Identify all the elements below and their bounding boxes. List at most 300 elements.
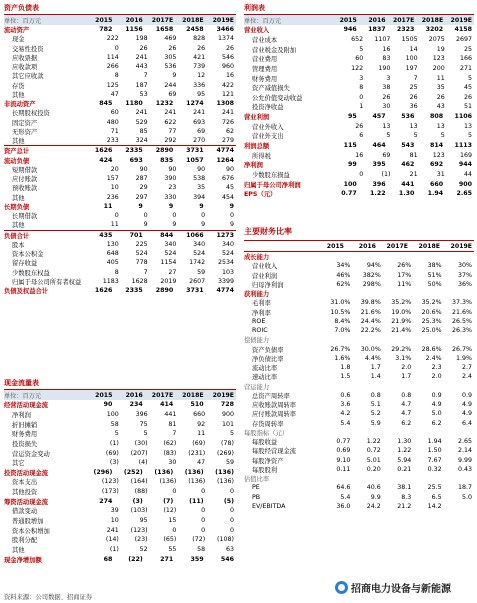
table-cell: 69 — [168, 90, 177, 98]
table-row — [4, 81, 236, 90]
table-cell: (69) — [105, 449, 119, 457]
table-cell: (62) — [163, 439, 177, 447]
row-label: PB — [252, 493, 261, 501]
table-cell: 35.2% — [421, 299, 442, 307]
table-cell: 2335 — [125, 287, 143, 295]
table-cell: 0 — [172, 488, 177, 496]
row-label: 股利分配 — [12, 537, 38, 545]
table-row — [244, 64, 474, 74]
table-cell: 200 — [432, 64, 445, 72]
table-cell: 9 — [172, 221, 177, 229]
row-label: 交易性投资 — [12, 45, 44, 53]
row-label: 成长能力 — [244, 254, 270, 262]
table-cell: 443 — [135, 63, 148, 71]
table-cell: 5 — [440, 132, 445, 140]
year-header: 2019E — [212, 391, 235, 399]
row-label: 公允价值变动收益 — [252, 94, 303, 102]
table-cell: 9.10 — [336, 456, 351, 464]
table-row — [4, 240, 236, 249]
table-cell: 1106 — [454, 113, 472, 121]
row-label: 总资产周转率 — [252, 392, 290, 400]
table-row — [4, 439, 236, 449]
table-cell: 25.0% — [421, 327, 442, 335]
row-label: 存货周转率 — [252, 420, 284, 428]
financial-ratios-panel — [244, 224, 474, 511]
table-row — [244, 179, 474, 189]
row-label: 每股净资产 — [252, 457, 284, 465]
table-cell: 2.7 — [462, 364, 473, 372]
table-cell: 241 — [164, 109, 177, 117]
row-label: 存货 — [12, 82, 25, 90]
table-cell: 441 — [401, 180, 415, 188]
table-cell: (3) — [132, 497, 143, 505]
cash-flow-panel — [4, 377, 236, 564]
row-label: 净负债比率 — [252, 355, 284, 363]
table-cell: 701 — [129, 231, 143, 239]
table-cell: 4.7 — [401, 401, 412, 409]
table-row — [4, 554, 236, 564]
table-cell: 0 — [229, 488, 234, 496]
table-cell: (252) — [123, 468, 143, 476]
table-cell: 1180 — [125, 100, 143, 108]
table-cell: 241 — [135, 53, 148, 61]
row-label: 长期负债 — [4, 203, 30, 211]
table-cell: 726 — [221, 118, 234, 126]
table-cell: 845 — [99, 100, 113, 108]
table-cell: 58 — [110, 420, 119, 428]
table-row — [244, 317, 474, 326]
row-label: 应收款项 — [12, 64, 38, 72]
row-label: 短期借款 — [12, 166, 38, 174]
table-row — [244, 252, 474, 261]
table-cell: 2.0 — [401, 364, 412, 372]
table-cell: 2697 — [455, 35, 473, 43]
table-row — [244, 73, 474, 83]
table-cell: 10 — [110, 517, 119, 524]
row-label: 长期借款 — [12, 213, 38, 221]
table-cell: 5 — [386, 132, 391, 140]
table-cell: 244 — [164, 81, 177, 89]
table-cell: 0 — [229, 517, 234, 524]
row-label: 固定资产 — [12, 119, 38, 127]
table-cell: 19.0% — [391, 308, 412, 316]
table-cell: 536 — [401, 113, 415, 121]
table-cell: 5.9 — [370, 419, 381, 427]
table-row — [4, 62, 236, 71]
table-cell: 0.72 — [366, 447, 381, 455]
table-cell: 90 — [168, 165, 177, 173]
table-row — [244, 83, 474, 93]
table-cell: 222 — [106, 35, 119, 43]
table-cell: 2458 — [186, 26, 204, 34]
table-cell: 4.9 — [431, 401, 442, 409]
table-cell: 25.3% — [421, 317, 442, 325]
table-cell: 38.1 — [397, 484, 412, 492]
year-header: 2017E — [392, 16, 415, 24]
table-cell: 0 — [201, 507, 206, 515]
table-row — [244, 280, 474, 289]
table-cell: 0.43 — [458, 465, 473, 473]
table-cell: 95 — [197, 90, 206, 98]
table-cell: 2.0 — [431, 373, 442, 381]
table-cell: 13 — [409, 122, 418, 130]
table-cell: 900 — [221, 410, 234, 418]
row-label: 负债合计 — [4, 232, 30, 240]
table-cell: (136) — [215, 468, 235, 476]
table-cell: 27 — [168, 268, 177, 276]
table-row — [4, 193, 236, 202]
table-cell: 0 — [201, 517, 206, 524]
row-label: 营业外支出 — [252, 133, 284, 141]
table-cell: 660 — [193, 410, 206, 418]
table-cell: 130 — [106, 240, 119, 248]
table-row — [4, 477, 236, 487]
table-cell: 1156 — [125, 26, 143, 34]
table-cell: 34% — [336, 262, 351, 270]
table-row — [244, 131, 474, 141]
table-cell: (136) — [159, 478, 177, 486]
cash-flow-title: 现金流量表 — [4, 379, 39, 387]
table-cell: 31.0% — [330, 299, 351, 307]
table-cell: 44 — [464, 170, 473, 178]
year-header: 2019E — [450, 16, 472, 24]
balance-sheet-rows — [4, 25, 236, 295]
table-cell: 944 — [458, 161, 472, 169]
table-row — [244, 428, 474, 437]
table-cell: 6.5 — [431, 493, 442, 501]
row-label: 资产总计 — [4, 148, 30, 156]
table-cell: 394 — [193, 193, 206, 201]
table-cell: 241 — [106, 526, 119, 534]
table-cell: 9 — [143, 221, 148, 229]
table-cell: 5.01 — [366, 456, 381, 464]
table-cell: 166 — [459, 55, 473, 63]
table-cell: 5.0 — [431, 410, 442, 418]
table-cell: 29 — [139, 184, 148, 192]
table-row — [4, 165, 236, 174]
row-label: EPS（元） — [244, 191, 277, 199]
row-label: 负债及权益合计 — [4, 288, 49, 296]
table-cell: (12) — [163, 507, 177, 515]
table-cell: 2.65 — [458, 438, 473, 446]
table-cell: 83 — [382, 55, 391, 63]
table-cell: 462 — [401, 161, 415, 169]
table-cell: 69 — [197, 127, 206, 135]
table-cell: 2323 — [396, 26, 415, 34]
row-label: 应付账款周转率 — [252, 411, 297, 419]
table-cell: 4774 — [216, 287, 235, 295]
year-header: 2015 — [326, 242, 344, 250]
table-cell: 828 — [193, 35, 206, 43]
table-cell: 324 — [135, 137, 148, 145]
table-cell: 190 — [378, 64, 391, 72]
table-cell: 524 — [164, 250, 177, 258]
table-cell: (1) — [381, 170, 391, 178]
row-label: 资本支出 — [12, 479, 38, 487]
table-cell: 396 — [372, 180, 386, 188]
table-cell: 121 — [221, 90, 234, 98]
table-cell: 187 — [135, 81, 148, 89]
table-cell: 1626 — [94, 147, 113, 155]
table-cell: 1626 — [94, 287, 113, 295]
row-label: 财务费用 — [12, 431, 38, 439]
table-cell: 336 — [193, 81, 206, 89]
table-cell: 1057 — [186, 156, 204, 164]
table-cell: 5.4 — [340, 419, 351, 427]
table-row — [244, 335, 474, 344]
table-cell: (22) — [128, 555, 143, 563]
table-cell: 52 — [139, 545, 148, 553]
table-cell: (23) — [134, 536, 148, 544]
table-cell: 29.2% — [391, 345, 412, 353]
table-cell: 7 — [172, 430, 177, 438]
table-cell: 234 — [129, 401, 143, 409]
table-cell: 2335 — [125, 147, 143, 155]
row-label: ROIC — [252, 327, 268, 335]
row-label: 每股收益 — [252, 439, 278, 447]
table-cell: 271 — [160, 555, 174, 563]
table-cell: 1.94 — [427, 190, 444, 198]
table-cell: 960 — [221, 63, 234, 71]
table-row — [244, 298, 474, 307]
table-row — [244, 289, 474, 298]
table-cell: 26 — [436, 93, 445, 101]
year-header: 2018E — [418, 242, 440, 250]
income-statement-header — [244, 14, 474, 25]
table-cell: 95 — [139, 517, 148, 524]
table-cell: 808 — [430, 113, 444, 121]
table-cell: 1183 — [102, 277, 119, 285]
table-cell: 197 — [405, 64, 418, 72]
table-cell: 35.2% — [391, 299, 412, 307]
table-cell: 524 — [193, 250, 206, 258]
table-cell: 298% — [362, 280, 381, 288]
table-cell: 100 — [405, 55, 418, 63]
table-cell: 0 — [229, 212, 234, 220]
balance-sheet-panel — [4, 2, 236, 295]
table-row — [4, 487, 236, 497]
table-cell: 3.6 — [340, 401, 351, 409]
table-cell: 30 — [168, 459, 177, 467]
table-cell: 11 — [110, 221, 119, 229]
table-row — [244, 493, 474, 502]
table-cell: 2075 — [428, 35, 445, 43]
table-cell: 77 — [168, 127, 177, 135]
table-cell: 1.8 — [340, 364, 351, 372]
table-cell: 38 — [382, 84, 391, 92]
table-cell: (1) — [109, 545, 119, 553]
table-cell: 274 — [99, 497, 113, 505]
table-cell: 524 — [221, 250, 234, 258]
table-cell: 4774 — [216, 147, 235, 155]
table-row — [244, 92, 474, 102]
table-cell: 7.0% — [334, 327, 351, 335]
table-cell: 814 — [430, 142, 444, 149]
row-label: 财务费用 — [252, 75, 278, 83]
row-label: 少数股东权益 — [12, 269, 50, 277]
table-cell: 20.6% — [421, 308, 442, 316]
row-label: 估值比率 — [244, 476, 270, 484]
table-cell: 330 — [164, 193, 177, 201]
table-cell: 538 — [193, 175, 206, 183]
table-cell: 536 — [164, 63, 177, 71]
table-cell: 1273 — [216, 231, 235, 239]
table-row — [244, 112, 474, 122]
table-cell: 648 — [106, 250, 119, 258]
row-label: 其他投资 — [12, 489, 38, 497]
year-header: 2018E — [182, 16, 204, 24]
unit-label: 单位：百万元 — [4, 392, 42, 400]
table-cell: 305 — [164, 53, 177, 61]
table-cell: 39 — [110, 507, 119, 515]
table-cell: 3.1% — [395, 354, 412, 362]
table-cell: 6.2 — [431, 419, 442, 427]
table-cell: 233 — [106, 137, 119, 145]
table-row — [4, 419, 236, 429]
year-header: 2016 — [125, 16, 143, 24]
row-label: 预收账款 — [12, 185, 38, 193]
table-cell: 5.1 — [370, 401, 381, 409]
table-cell: 2019 — [160, 277, 177, 285]
table-cell: 62% — [336, 280, 351, 288]
table-cell: 16 — [355, 151, 364, 159]
table-cell: 81 — [168, 420, 177, 428]
table-row — [4, 174, 236, 183]
table-cell: 0 — [114, 212, 119, 220]
year-header: 2017E — [151, 391, 174, 399]
row-label: 营业收入 — [252, 263, 278, 271]
table-cell: 1308 — [216, 100, 235, 108]
table-cell: (5) — [223, 497, 235, 505]
table-cell: 4.7 — [401, 410, 412, 418]
table-cell: (69) — [192, 439, 206, 447]
table-cell: (108) — [217, 536, 234, 544]
table-cell: 340 — [164, 240, 177, 248]
table-cell: 6 — [359, 132, 364, 140]
table-cell: 14 — [409, 45, 418, 53]
table-cell: 24.4% — [360, 317, 381, 325]
table-cell: 36.0 — [336, 502, 351, 510]
table-cell: 9 — [168, 202, 174, 210]
table-cell: 50% — [427, 280, 442, 288]
table-cell: 2.65 — [456, 190, 472, 198]
table-cell: (231) — [188, 449, 206, 457]
table-cell: 2.3 — [431, 364, 442, 372]
table-cell: 457 — [372, 113, 386, 121]
table-cell: (1) — [109, 439, 119, 447]
table-cell: 7 — [413, 74, 418, 82]
table-cell: 421 — [193, 53, 206, 61]
table-row — [244, 502, 474, 511]
table-cell: 95 — [348, 113, 357, 121]
table-cell: 10 — [110, 184, 119, 192]
row-label: 营业利润 — [244, 114, 270, 122]
year-header: 2017E — [151, 16, 174, 24]
table-cell: 11 — [436, 74, 445, 82]
income-statement-rows — [244, 25, 474, 199]
table-cell: 25.5 — [427, 484, 442, 492]
table-cell: 1107 — [374, 35, 391, 43]
table-cell: 26 — [382, 93, 391, 101]
cash-flow-header — [4, 389, 236, 400]
table-row — [244, 326, 474, 335]
year-header: 2015 — [95, 16, 113, 24]
table-cell: 692 — [430, 161, 444, 169]
table-cell: 5 — [114, 430, 119, 438]
table-cell: 38% — [427, 262, 442, 270]
table-cell: 1.94 — [427, 438, 442, 446]
table-cell: 9 — [199, 202, 204, 210]
table-cell: (65) — [163, 536, 177, 544]
row-label: 归母净利润 — [252, 281, 284, 289]
table-cell: 0 — [201, 526, 206, 534]
row-label: 折旧摊销 — [12, 421, 38, 429]
table-cell: 693 — [129, 156, 143, 164]
table-row — [4, 277, 236, 286]
table-cell: 622 — [164, 118, 177, 126]
table-cell: 13 — [382, 122, 391, 130]
table-cell: 414 — [160, 401, 174, 409]
row-label: 非流动资产 — [4, 101, 36, 109]
table-cell: 844 — [160, 231, 174, 239]
table-row — [4, 429, 236, 439]
table-cell: (72) — [192, 536, 206, 544]
table-cell: 114 — [106, 53, 119, 61]
table-cell: (173) — [101, 488, 119, 496]
table-cell: 0.77 — [336, 438, 351, 446]
table-row — [244, 271, 474, 280]
table-cell: 7.67 — [427, 456, 442, 464]
row-label: 营业成本 — [252, 36, 278, 44]
table-cell: 19 — [436, 45, 445, 53]
table-cell: (3) — [109, 459, 119, 467]
table-cell: 241 — [193, 109, 206, 117]
table-row — [244, 391, 474, 400]
table-cell: 0.32 — [427, 465, 442, 473]
row-label: 长期股权投资 — [12, 110, 50, 118]
row-label: 投资净收益 — [252, 104, 284, 112]
table-cell: 405 — [106, 259, 119, 267]
table-cell: 271 — [459, 64, 473, 72]
table-cell: 35 — [197, 184, 206, 192]
table-cell: 16 — [225, 72, 234, 80]
table-cell: 11 — [197, 430, 206, 438]
table-row — [244, 382, 474, 391]
table-cell: 0 — [359, 93, 364, 101]
table-cell: 51% — [427, 271, 442, 279]
row-label: 其他 — [12, 194, 25, 202]
table-cell: 92 — [197, 420, 206, 428]
financial-ratios-header — [244, 240, 474, 252]
table-cell: 2890 — [155, 147, 174, 155]
table-cell: 340 — [193, 240, 206, 248]
table-cell: 0.6 — [340, 391, 351, 399]
table-row — [244, 25, 474, 35]
row-label: 毛利率 — [252, 300, 271, 308]
table-cell: 17% — [397, 271, 412, 279]
table-cell: 8.3 — [401, 493, 412, 501]
table-cell: 441 — [164, 410, 177, 418]
table-cell: 75 — [139, 420, 148, 428]
table-row — [4, 545, 236, 555]
table-cell: 676 — [221, 175, 234, 183]
table-cell: 5.0 — [462, 493, 473, 501]
row-label: 速动比率 — [252, 374, 278, 382]
table-cell: 22.2% — [360, 327, 381, 335]
row-label: 少数股东损益 — [252, 171, 290, 179]
table-cell: 99 — [348, 161, 357, 169]
table-cell: 15 — [168, 517, 177, 524]
